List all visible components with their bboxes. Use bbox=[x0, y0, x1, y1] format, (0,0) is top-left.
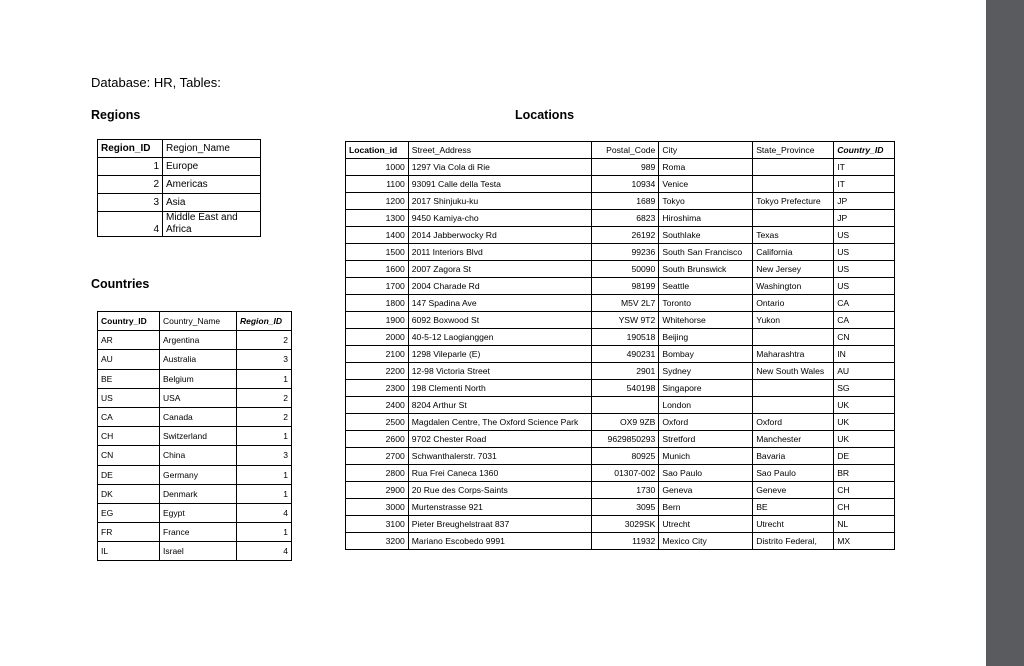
postal-code-cell: 3029SK bbox=[592, 516, 659, 533]
city-cell: Mexico City bbox=[659, 533, 753, 550]
city-cell: Singapore bbox=[659, 380, 753, 397]
state-province-cell bbox=[753, 159, 834, 176]
street-address-cell: Pieter Breughelstraat 837 bbox=[408, 516, 591, 533]
region-id-cell: 1 bbox=[98, 158, 163, 176]
location-id-cell: 2100 bbox=[346, 346, 409, 363]
street-address-cell: 2007 Zagora St bbox=[408, 261, 591, 278]
postal-code-cell: YSW 9T2 bbox=[592, 312, 659, 329]
region-id-cell: 2 bbox=[98, 176, 163, 194]
region-id-cell: 1 bbox=[237, 369, 292, 388]
postal-code-cell: 1730 bbox=[592, 482, 659, 499]
location-id-cell: 1100 bbox=[346, 176, 409, 193]
table-row bbox=[346, 431, 895, 448]
table-row bbox=[346, 244, 895, 261]
column-header: Country_ID bbox=[834, 142, 895, 159]
city-cell: Oxford bbox=[659, 414, 753, 431]
country-name-cell: Germany bbox=[160, 465, 237, 484]
table-row bbox=[346, 346, 895, 363]
city-cell: Beijing bbox=[659, 329, 753, 346]
column-header: Region_Name bbox=[163, 140, 261, 158]
city-cell: Venice bbox=[659, 176, 753, 193]
country-id-cell: IT bbox=[834, 176, 895, 193]
countries-header-row bbox=[98, 312, 292, 331]
country-id-cell: EG bbox=[98, 503, 160, 522]
column-header: Location_id bbox=[346, 142, 409, 159]
table-row bbox=[346, 516, 895, 533]
state-province-cell: Tokyo Prefecture bbox=[753, 193, 834, 210]
city-cell: Roma bbox=[659, 159, 753, 176]
table-row bbox=[98, 212, 261, 237]
table-row bbox=[346, 380, 895, 397]
location-id-cell: 3200 bbox=[346, 533, 409, 550]
postal-code-cell: 99236 bbox=[592, 244, 659, 261]
country-id-cell: IL bbox=[98, 542, 160, 561]
country-name-cell: Australia bbox=[160, 350, 237, 369]
table-row bbox=[98, 446, 292, 465]
locations-heading: Locations bbox=[515, 108, 575, 122]
state-province-cell: Ontario bbox=[753, 295, 834, 312]
country-id-cell: US bbox=[834, 244, 895, 261]
city-cell: Whitehorse bbox=[659, 312, 753, 329]
location-id-cell: 1200 bbox=[346, 193, 409, 210]
postal-code-cell: 6823 bbox=[592, 210, 659, 227]
state-province-cell: Maharashtra bbox=[753, 346, 834, 363]
table-row bbox=[346, 295, 895, 312]
country-name-cell: Belgium bbox=[160, 369, 237, 388]
country-id-cell: AR bbox=[98, 331, 160, 350]
table-row bbox=[346, 329, 895, 346]
table-row bbox=[98, 350, 292, 369]
country-id-cell: IN bbox=[834, 346, 895, 363]
country-id-cell: DK bbox=[98, 484, 160, 503]
state-province-cell bbox=[753, 397, 834, 414]
city-cell: Bombay bbox=[659, 346, 753, 363]
locations-header-row bbox=[346, 142, 895, 159]
region-id-cell: 2 bbox=[237, 407, 292, 426]
postal-code-cell: 10934 bbox=[592, 176, 659, 193]
state-province-cell: Bavaria bbox=[753, 448, 834, 465]
state-province-cell bbox=[753, 210, 834, 227]
street-address-cell: Schwanthalerstr. 7031 bbox=[408, 448, 591, 465]
country-id-cell: CH bbox=[98, 427, 160, 446]
postal-code-cell: 490231 bbox=[592, 346, 659, 363]
state-province-cell: Washington bbox=[753, 278, 834, 295]
regions-heading: Regions bbox=[91, 108, 141, 122]
countries-heading: Countries bbox=[91, 277, 150, 291]
regions-table bbox=[97, 139, 261, 237]
column-header: Postal_Code bbox=[592, 142, 659, 159]
postal-code-cell: 3095 bbox=[592, 499, 659, 516]
city-cell: Sao Paulo bbox=[659, 465, 753, 482]
street-address-cell: 12-98 Victoria Street bbox=[408, 363, 591, 380]
country-id-cell: JP bbox=[834, 193, 895, 210]
state-province-cell bbox=[753, 329, 834, 346]
country-id-cell: US bbox=[834, 227, 895, 244]
street-address-cell: 6092 Boxwood St bbox=[408, 312, 591, 329]
street-address-cell: 20 Rue des Corps-Saints bbox=[408, 482, 591, 499]
column-header: Region_ID bbox=[237, 312, 292, 331]
location-id-cell: 1000 bbox=[346, 159, 409, 176]
region-id-cell: 2 bbox=[237, 331, 292, 350]
state-province-cell: Utrecht bbox=[753, 516, 834, 533]
region-id-cell: 3 bbox=[237, 446, 292, 465]
table-row bbox=[346, 210, 895, 227]
country-id-cell: AU bbox=[834, 363, 895, 380]
table-row bbox=[346, 533, 895, 550]
location-id-cell: 2600 bbox=[346, 431, 409, 448]
state-province-cell: Distrito Federal, bbox=[753, 533, 834, 550]
city-cell: Stretford bbox=[659, 431, 753, 448]
table-row bbox=[98, 542, 292, 561]
postal-code-cell: 26192 bbox=[592, 227, 659, 244]
document-title: Database: HR, Tables: bbox=[91, 75, 221, 90]
postal-code-cell: 50090 bbox=[592, 261, 659, 278]
street-address-cell: 2011 Interiors Blvd bbox=[408, 244, 591, 261]
table-row bbox=[98, 484, 292, 503]
country-id-cell: US bbox=[98, 388, 160, 407]
country-id-cell: DE bbox=[834, 448, 895, 465]
city-cell: South San Francisco bbox=[659, 244, 753, 261]
state-province-cell: California bbox=[753, 244, 834, 261]
location-id-cell: 3100 bbox=[346, 516, 409, 533]
city-cell: Southlake bbox=[659, 227, 753, 244]
country-name-cell: Argentina bbox=[160, 331, 237, 350]
country-name-cell: Canada bbox=[160, 407, 237, 426]
city-cell: Utrecht bbox=[659, 516, 753, 533]
location-id-cell: 2300 bbox=[346, 380, 409, 397]
postal-code-cell: 540198 bbox=[592, 380, 659, 397]
state-province-cell: BE bbox=[753, 499, 834, 516]
location-id-cell: 1300 bbox=[346, 210, 409, 227]
state-province-cell bbox=[753, 380, 834, 397]
region-id-cell: 3 bbox=[98, 194, 163, 212]
country-name-cell: Switzerland bbox=[160, 427, 237, 446]
location-id-cell: 1600 bbox=[346, 261, 409, 278]
state-province-cell: Yukon bbox=[753, 312, 834, 329]
postal-code-cell: 01307-002 bbox=[592, 465, 659, 482]
country-id-cell: CH bbox=[834, 482, 895, 499]
street-address-cell: 9702 Chester Road bbox=[408, 431, 591, 448]
country-id-cell: JP bbox=[834, 210, 895, 227]
postal-code-cell: 190518 bbox=[592, 329, 659, 346]
country-id-cell: AU bbox=[98, 350, 160, 369]
city-cell: Toronto bbox=[659, 295, 753, 312]
street-address-cell: Mariano Escobedo 9991 bbox=[408, 533, 591, 550]
street-address-cell: 93091 Calle della Testa bbox=[408, 176, 591, 193]
country-id-cell: IT bbox=[834, 159, 895, 176]
table-row bbox=[98, 158, 261, 176]
region-name-cell: Middle East and Africa bbox=[163, 212, 261, 237]
state-province-cell: Oxford bbox=[753, 414, 834, 431]
region-id-cell: 1 bbox=[237, 484, 292, 503]
street-address-cell: Magdalen Centre, The Oxford Science Park bbox=[408, 414, 591, 431]
table-row bbox=[98, 194, 261, 212]
region-name-cell: Europe bbox=[163, 158, 261, 176]
table-row bbox=[98, 331, 292, 350]
country-id-cell: CA bbox=[834, 295, 895, 312]
country-id-cell: UK bbox=[834, 397, 895, 414]
state-province-cell: Texas bbox=[753, 227, 834, 244]
street-address-cell: 2017 Shinjuku-ku bbox=[408, 193, 591, 210]
table-row bbox=[98, 523, 292, 542]
street-address-cell: 1297 Via Cola di Rie bbox=[408, 159, 591, 176]
country-id-cell: UK bbox=[834, 414, 895, 431]
street-address-cell: 9450 Kamiya-cho bbox=[408, 210, 591, 227]
location-id-cell: 1500 bbox=[346, 244, 409, 261]
region-id-cell: 3 bbox=[237, 350, 292, 369]
location-id-cell: 2900 bbox=[346, 482, 409, 499]
country-id-cell: BR bbox=[834, 465, 895, 482]
location-id-cell: 2200 bbox=[346, 363, 409, 380]
region-id-cell: 4 bbox=[98, 212, 163, 237]
country-id-cell: CN bbox=[834, 329, 895, 346]
table-row bbox=[98, 388, 292, 407]
city-cell: Hiroshima bbox=[659, 210, 753, 227]
table-row bbox=[346, 414, 895, 431]
country-id-cell: FR bbox=[98, 523, 160, 542]
region-name-cell: Americas bbox=[163, 176, 261, 194]
region-id-cell: 1 bbox=[237, 427, 292, 446]
location-id-cell: 1900 bbox=[346, 312, 409, 329]
postal-code-cell: 98199 bbox=[592, 278, 659, 295]
street-address-cell: 1298 Vileparle (E) bbox=[408, 346, 591, 363]
table-row bbox=[346, 363, 895, 380]
table-row bbox=[346, 499, 895, 516]
city-cell: South Brunswick bbox=[659, 261, 753, 278]
table-row bbox=[346, 465, 895, 482]
city-cell: Sydney bbox=[659, 363, 753, 380]
country-id-cell: CN bbox=[98, 446, 160, 465]
countries-table bbox=[97, 311, 292, 561]
table-row bbox=[346, 278, 895, 295]
regions-header-row bbox=[98, 140, 261, 158]
state-province-cell: Manchester bbox=[753, 431, 834, 448]
table-row bbox=[346, 193, 895, 210]
table-row bbox=[346, 312, 895, 329]
table-row bbox=[346, 482, 895, 499]
street-address-cell: 147 Spadina Ave bbox=[408, 295, 591, 312]
table-row bbox=[98, 176, 261, 194]
street-address-cell: Murtenstrasse 921 bbox=[408, 499, 591, 516]
country-id-cell: SG bbox=[834, 380, 895, 397]
vertical-scrollbar[interactable] bbox=[986, 0, 1024, 666]
location-id-cell: 2500 bbox=[346, 414, 409, 431]
location-id-cell: 1800 bbox=[346, 295, 409, 312]
street-address-cell: 2004 Charade Rd bbox=[408, 278, 591, 295]
location-id-cell: 3000 bbox=[346, 499, 409, 516]
region-id-cell: 2 bbox=[237, 388, 292, 407]
country-name-cell: Israel bbox=[160, 542, 237, 561]
location-id-cell: 1700 bbox=[346, 278, 409, 295]
country-id-cell: MX bbox=[834, 533, 895, 550]
column-header: City bbox=[659, 142, 753, 159]
postal-code-cell bbox=[592, 397, 659, 414]
location-id-cell: 2700 bbox=[346, 448, 409, 465]
table-row bbox=[346, 159, 895, 176]
city-cell: London bbox=[659, 397, 753, 414]
table-row bbox=[98, 407, 292, 426]
state-province-cell: Sao Paulo bbox=[753, 465, 834, 482]
country-id-cell: BE bbox=[98, 369, 160, 388]
city-cell: Bern bbox=[659, 499, 753, 516]
location-id-cell: 1400 bbox=[346, 227, 409, 244]
locations-table bbox=[345, 141, 895, 550]
postal-code-cell: 11932 bbox=[592, 533, 659, 550]
country-id-cell: US bbox=[834, 261, 895, 278]
postal-code-cell: 2901 bbox=[592, 363, 659, 380]
city-cell: Munich bbox=[659, 448, 753, 465]
region-id-cell: 1 bbox=[237, 465, 292, 484]
state-province-cell: Geneve bbox=[753, 482, 834, 499]
city-cell: Seattle bbox=[659, 278, 753, 295]
street-address-cell: 198 Clementi North bbox=[408, 380, 591, 397]
table-row bbox=[346, 397, 895, 414]
country-id-cell: NL bbox=[834, 516, 895, 533]
street-address-cell: 40-5-12 Laogianggen bbox=[408, 329, 591, 346]
street-address-cell: 2014 Jabberwocky Rd bbox=[408, 227, 591, 244]
location-id-cell: 2800 bbox=[346, 465, 409, 482]
street-address-cell: Rua Frei Caneca 1360 bbox=[408, 465, 591, 482]
column-header: Country_ID bbox=[98, 312, 160, 331]
state-province-cell: New Jersey bbox=[753, 261, 834, 278]
country-name-cell: USA bbox=[160, 388, 237, 407]
region-id-cell: 1 bbox=[237, 523, 292, 542]
table-row bbox=[98, 503, 292, 522]
table-row bbox=[346, 176, 895, 193]
postal-code-cell: 9629850293 bbox=[592, 431, 659, 448]
column-header: Country_Name bbox=[160, 312, 237, 331]
table-row bbox=[98, 369, 292, 388]
region-name-cell: Asia bbox=[163, 194, 261, 212]
country-id-cell: US bbox=[834, 278, 895, 295]
postal-code-cell: OX9 9ZB bbox=[592, 414, 659, 431]
country-id-cell: DE bbox=[98, 465, 160, 484]
column-header: Street_Address bbox=[408, 142, 591, 159]
state-province-cell: New South Wales bbox=[753, 363, 834, 380]
country-name-cell: Denmark bbox=[160, 484, 237, 503]
table-row bbox=[98, 465, 292, 484]
country-id-cell: CA bbox=[834, 312, 895, 329]
country-id-cell: CA bbox=[98, 407, 160, 426]
country-id-cell: UK bbox=[834, 431, 895, 448]
location-id-cell: 2400 bbox=[346, 397, 409, 414]
region-id-cell: 4 bbox=[237, 542, 292, 561]
table-row bbox=[346, 227, 895, 244]
country-name-cell: France bbox=[160, 523, 237, 542]
region-id-cell: 4 bbox=[237, 503, 292, 522]
street-address-cell: 8204 Arthur St bbox=[408, 397, 591, 414]
column-header: Region_ID bbox=[98, 140, 163, 158]
city-cell: Geneva bbox=[659, 482, 753, 499]
country-name-cell: Egypt bbox=[160, 503, 237, 522]
table-row bbox=[98, 427, 292, 446]
postal-code-cell: 989 bbox=[592, 159, 659, 176]
table-row bbox=[346, 448, 895, 465]
postal-code-cell: 1689 bbox=[592, 193, 659, 210]
city-cell: Tokyo bbox=[659, 193, 753, 210]
postal-code-cell: 80925 bbox=[592, 448, 659, 465]
state-province-cell bbox=[753, 176, 834, 193]
postal-code-cell: M5V 2L7 bbox=[592, 295, 659, 312]
country-name-cell: China bbox=[160, 446, 237, 465]
column-header: State_Province bbox=[753, 142, 834, 159]
location-id-cell: 2000 bbox=[346, 329, 409, 346]
country-id-cell: CH bbox=[834, 499, 895, 516]
table-row bbox=[346, 261, 895, 278]
